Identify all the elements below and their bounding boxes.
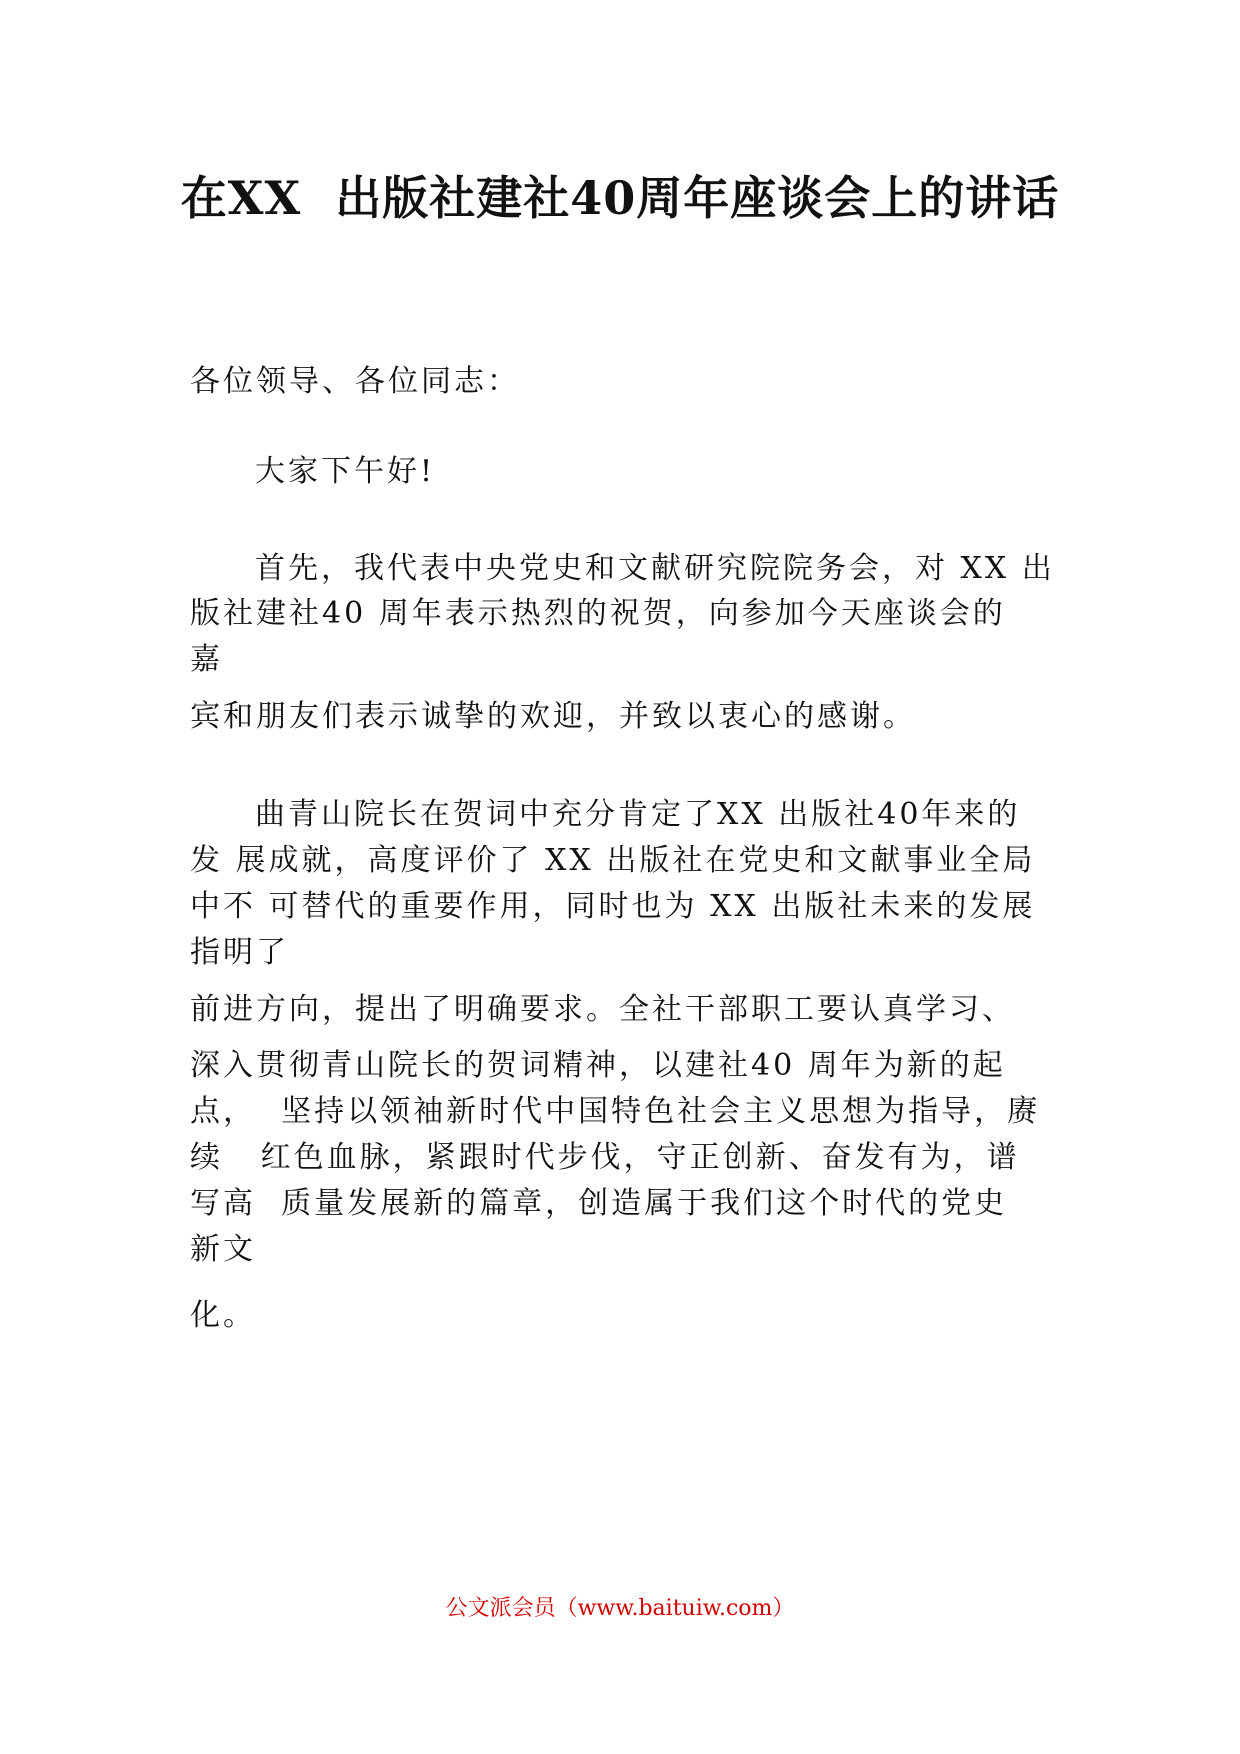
document-title: 在XX 出版社建社40周年座谈会上的讲话 xyxy=(180,171,1060,225)
paragraph-line: 宾和朋友们表示诚挚的欢迎，并致以衷心的感谢。 xyxy=(190,699,916,734)
footer-watermark-link[interactable]: 公文派会员（www.baituiw.com） xyxy=(445,1596,795,1621)
paragraph-line: 化。 xyxy=(190,1298,256,1333)
paragraph-line: 中不 可替代的重要作用，同时也为 XX 出版社未来的发展 xyxy=(190,889,1036,924)
paragraph-line: 发 展成就，高度评价了 XX 出版社在党史和文献事业全局 xyxy=(190,843,1036,878)
paragraph-line: 写高 质量发展新的篇章，创造属于我们这个时代的党史 xyxy=(190,1186,1008,1221)
paragraph-line: 版社建社40 周年表示热烈的祝贺，向参加今天座谈会的 xyxy=(190,596,1006,631)
paragraph-line: 点， 坚持以领袖新时代中国特色社会主义思想为指导，赓 xyxy=(190,1094,1041,1129)
paragraph-line: 深入贯彻青山院长的贺词精神，以建社40 周年为新的起 xyxy=(190,1048,1006,1083)
paragraph-line: 指明了 xyxy=(190,935,289,970)
paragraph-line: 嘉 xyxy=(190,642,223,677)
salutation: 各位领导、各位同志： xyxy=(190,364,520,399)
paragraph-line: 首先，我代表中央党史和文献研究院院务会，对 XX 出 xyxy=(255,551,1055,586)
paragraph-line: 续 红色血脉，紧跟时代步伐，守正创新、奋发有为，谱 xyxy=(190,1140,1020,1175)
greeting: 大家下午好! xyxy=(255,454,436,489)
paragraph-line: 曲青山院长在贺词中充分肯定了XX 出版社40年来的 xyxy=(255,797,1021,832)
paragraph-line: 前进方向，提出了明确要求。全社干部职工要认真学习、 xyxy=(190,992,1015,1027)
paragraph-line: 新文 xyxy=(190,1232,256,1267)
